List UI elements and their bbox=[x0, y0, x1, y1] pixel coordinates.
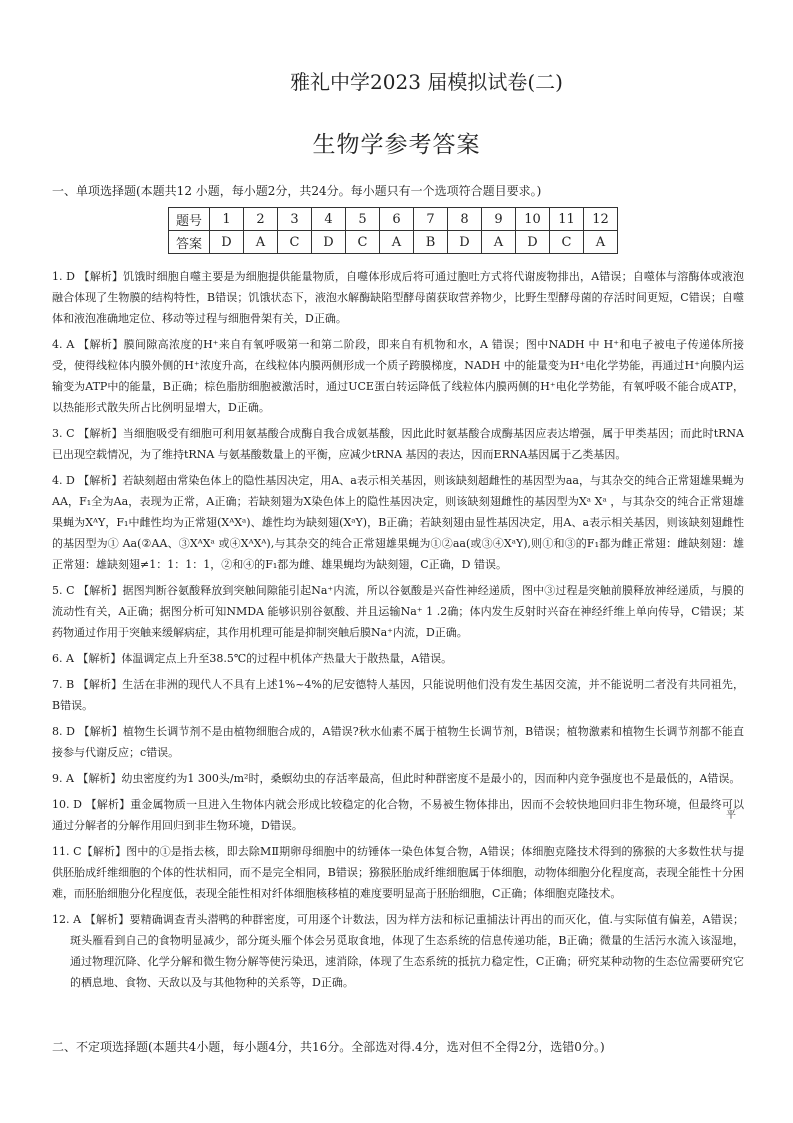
row-label-answer: 答案 bbox=[169, 231, 210, 254]
table-cell: 2 bbox=[244, 208, 278, 231]
explanation-item: 3. C 【解析】当细胞吸受有细胞可利用氨基酸合成酶自我合成氨基酸，因此此时氨基酸合成酶基因应表达增强，属于甲类基因；而此时tRNA已出现空载情况，为了维持tRNA 与氨基酸数量上的平衡，应减少tRNA 基因的表达，因而ERNA基因属于乙类基因。 bbox=[52, 427, 744, 461]
table-cell: 5 bbox=[346, 208, 380, 231]
table-cell: 9 bbox=[482, 208, 516, 231]
table-cell: C bbox=[550, 231, 584, 254]
explanation-item: 6. A 【解析】体温调定点上升至38.5℃的过程中机体产热量大于散热量，A错误。 bbox=[52, 652, 453, 665]
table-cell: 6 bbox=[380, 208, 414, 231]
explanation-item: 8. D 【解析】植物生长调节剂不是由植物细胞合成的，A错误?秋水仙素不属于植物生长调节剂，B错误；植物激素和植物生长调节剂都不能直接参与代谢反应；c错误。 bbox=[52, 725, 744, 759]
row-label-number: 题号 bbox=[169, 208, 210, 231]
table-cell: 10 bbox=[516, 208, 550, 231]
table-cell: 12 bbox=[584, 208, 618, 231]
table-cell: A bbox=[244, 231, 278, 254]
margin-mark: 平 bbox=[726, 810, 736, 821]
table-cell: C bbox=[346, 231, 380, 254]
table-cell: 3 bbox=[278, 208, 312, 231]
table-cell: 1 bbox=[210, 208, 244, 231]
explanation-item: 1. D 【解析】饥饿时细胞自噬主要是为细胞提供能量物质，自噬体形成后将可通过胞吐方式将代谢废物排出，A错误；自噬体与溶酶体或液泡融合体现了生物膜的结构特性，B错误；饥饿状态下，液泡水解酶缺陷型酵母菌获取营养物少，比野生型酵母菌的存活时间更短，C错误；自噬体和液泡准确地定位、移动等过程与细胞骨架有关，D正确。 bbox=[52, 270, 744, 325]
table-cell: D bbox=[448, 231, 482, 254]
table-cell: 7 bbox=[414, 208, 448, 231]
table-cell: 8 bbox=[448, 208, 482, 231]
table-cell: B bbox=[414, 231, 448, 254]
table-cell: 4 bbox=[312, 208, 346, 231]
table-row-numbers bbox=[169, 208, 618, 231]
table-cell: A bbox=[380, 231, 414, 254]
page-subtitle: 生物学参考答案 bbox=[312, 132, 481, 158]
page-title: 雅礼中学2023 届模拟试卷(二) bbox=[290, 70, 563, 94]
explanation-item: 5. C 【解析】据图判断谷氨酸释放到突触间隙能引起Na⁺内流，所以谷氨酸是兴奋性神经递质，图中③过程是突触前膜释放神经递质，与膜的流动性有关，A正确；据图分析可知NMDA 能够识别谷氨酸、并且运输Na⁺ 1 .2确；体内发生反射时兴奋在神经纤维上单向传导，C错误；某药物通过作用于突触来缓解病症，其作用机理可能是抑制突触后膜Na⁺内流，D正确。 bbox=[52, 584, 744, 639]
table-row-answers bbox=[169, 231, 618, 254]
explanation-item: 10. D 【解析】重金属物质一旦进入生物体内就会形成比较稳定的化合物，不易被生物体排出，因而不会较快地回归非生物环境，但最终可以通过分解者的分解作用回归到非生物环境，D错误。 bbox=[52, 798, 744, 832]
explanation-item: 4. D 【解析】若缺刻超由常染色体上的隐性基因决定，用A、a表示相关基因，则该缺刻超雌性的基因型为aa，与其杂交的纯合正常翅雄果蝇为AA，F₁全为Aa，表现为正常，A正确；若缺刻翅为X染色体上的隐性基因决定，则该缺刻翅雌性的基因型为Xᵃ Xᵃ ，与其杂交的纯合正常翅雄果蝇为XᴬY，F₁中雌性均为正常翅(XᴬXᵃ)、雄性均为缺刻翅(XᵃY)，B正确；若缺刻翅由显性基因决定，用A、a表示相关基因，则该缺刻翅雌性的基因型为① Aa(②AA、③XᴬXᵃ 或④XᴬXᴬ),与其杂交的纯合正常翅雄果蝇为①②aa(或③④XᵃY),则①和③的F₁都为雌正常翅：雌缺刻翅：雄正常翅：雄缺刻翅≠1：1：1：1，②和④的F₁都为雌、雄果蝇均为缺刻翅，C正确，D 错误。 bbox=[52, 474, 744, 571]
answer-table bbox=[168, 207, 618, 254]
table-cell: A bbox=[482, 231, 516, 254]
table-cell: 11 bbox=[550, 208, 584, 231]
explanation-item: 11. C【解析】图中的①是指去核，即去除MⅡ期卵母细胞中的纺锤体一染色体复合物，A错误；体细胞克隆技术得到的猕猴的大多数性状与提供胚胎成纤维细胞的个体的性状相同，而不是完全相同，B错误；猕猴胚胎成纤维细胞属于体细胞，动物体细胞分化程度高，表现全能性十分困难，而胚胎细胞分化程度低，表现全能性相对纤体细胞核移植的难度要明显高于胚胎细胞，C正确；体细胞克隆技术。 bbox=[52, 845, 744, 900]
section2-intro: 二、不定项选择题(本题共4小题，每小题4分，共16分。全部选对得.4分，选对但不全得2分，选错0分。) bbox=[52, 1040, 605, 1054]
explanation-item: 12. A 【解析】要精确调查青头潜鸭的种群密度，可用逐个计数法，因为样方法和标记重捕法计再出的而灭化，值.与实际值有偏差，A错误；斑头雁看到自己的食物明显减少，部分斑头雁个体会另觅取食地，体现了生态系统的信息传递功能，B正确；微量的生活污水流入该湿地，通过物理沉降、化学分解和微生物分解等使污染迅，速消除，体现了生态系统的抵抗力稳定性，C正确；研究某种动物的生态位需要研究它的栖息地、食物、天敌以及与其他物种的关系等，D正确。 bbox=[52, 913, 744, 989]
table-cell: D bbox=[312, 231, 346, 254]
table-cell: C bbox=[278, 231, 312, 254]
section1-intro: 一、单项选择题(本题共12 小题，每小题2分，共24分。每小题只有一个选项符合题目要求。) bbox=[52, 184, 542, 198]
explanation-item: 7. B 【解析】生活在非洲的现代人不具有上述1%~4%的尼安德特人基因，只能说明他们没有发生基因交流，并不能说明二者没有共同祖先，B错误。 bbox=[52, 678, 744, 712]
explanations bbox=[52, 266, 744, 998]
table-cell: D bbox=[516, 231, 550, 254]
explanation-item: 4. A 【解析】膜间隙高浓度的H⁺来自有氧呼吸第一和第二阶段，即来自有机物和水，A 错误；图中NADH 中 H⁺和电子被电子传递体所接受，使得线粒体内膜外侧的H⁺浓度升高，在线粒体内膜两侧形成一个质子跨膜梯度，NADH 中的能量变为H⁺电化学势能，再通过H⁺向膜内运输变为ATP中的能量，B正确；棕色脂肪细胞被激活时，通过UCE蛋白转运降低了线粒体内膜两侧的H⁺电化学势能，有氧呼吸不能合成ATP，以热能形式散失所占比例明显增大，D正确。 bbox=[52, 338, 744, 414]
table-cell: A bbox=[584, 231, 618, 254]
table-cell: D bbox=[210, 231, 244, 254]
explanation-item: 9. A 【解析】幼虫密度约为1 300头/m²时，桑螟幼虫的存活率最高，但此时种群密度不是最小的，因而种内竞争强度也不是最低的，A错误。 bbox=[52, 772, 741, 785]
